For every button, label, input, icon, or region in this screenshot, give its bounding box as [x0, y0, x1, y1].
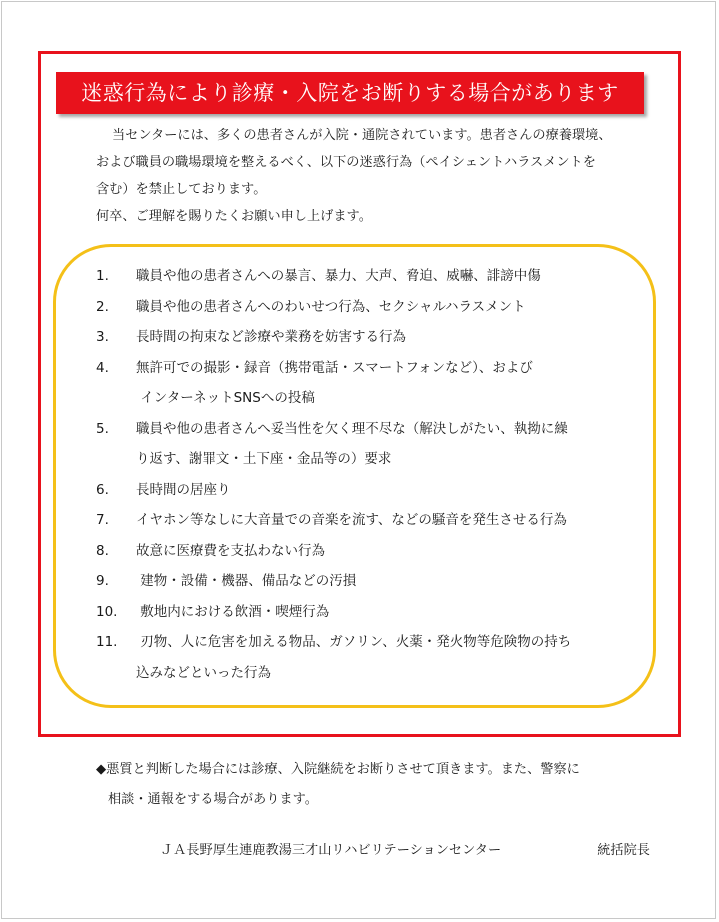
rule-item — [96, 505, 656, 536]
organization-name: ＪＡ長野厚生連鹿教湯三才山リハビリテーションセンター — [160, 843, 502, 858]
rule-number: 11. — [96, 634, 118, 650]
rule-text-line: 職員や他の患者さんへのわいせつ行為、セクシャルハラスメント — [136, 298, 526, 315]
rule-item — [96, 627, 656, 688]
rule-text-line: 刃物、人に危害を加える物品、ガソリン、火薬・発火物等危険物の持ち — [136, 634, 572, 650]
rule-number: 7. — [96, 512, 109, 528]
rule-number: 9. — [96, 573, 109, 589]
rule-text-line: 無許可での撮影・録音（携帯電話・スマートフォンなど）、および — [136, 359, 533, 376]
intro-line: 当センターには、多くの患者さんが入院・通院されています。患者さんの療養環境、 — [112, 128, 612, 143]
rule-number: 2. — [96, 298, 109, 315]
rule-number: 3. — [96, 329, 109, 345]
rule-text-line: 職員や他の患者さんへの暴言、暴力、大声、脅迫、威嚇、誹謗中傷 — [136, 268, 541, 284]
rule-item — [96, 536, 656, 567]
rule-text-line: 敷地内における飲酒・喫煙行為 — [136, 603, 330, 620]
intro-line: 含む）を禁止しております。 — [96, 182, 267, 197]
rule-text — [136, 414, 568, 475]
rule-text — [136, 505, 567, 536]
rule-number: 8. — [96, 542, 109, 559]
rule-text-line: 長時間の居座り — [136, 481, 231, 498]
rule-text-line: 建物・設備・機器、備品などの汚損 — [136, 573, 357, 589]
rule-item — [96, 597, 656, 628]
rule-text-line: インターネットSNSへの投稿 — [136, 390, 315, 406]
rule-text — [136, 353, 533, 414]
rule-text — [136, 566, 356, 597]
rule-text — [136, 322, 406, 353]
footer-line: 相談・通報をする場合があります。 — [108, 792, 318, 807]
intro-text — [96, 122, 656, 230]
rule-text — [136, 627, 571, 688]
rule-number: 5. — [96, 420, 109, 437]
signatory-role: 統括院長 — [597, 843, 650, 858]
rule-number: 4. — [96, 359, 109, 376]
rule-number: 10. — [96, 603, 118, 620]
rule-item — [96, 475, 656, 506]
rule-text-line: 故意に医療費を支払わない行為 — [136, 542, 325, 559]
rule-text-line: 職員や他の患者さんへ妥当性を欠く理不尽な（解決しがたい、執拗に繰 — [136, 420, 568, 437]
rule-number: 1. — [96, 268, 109, 284]
rule-text — [136, 475, 231, 506]
rule-text-line: り返す、謝罪文・土下座・金品等の）要求 — [136, 451, 392, 467]
footer-line: ◆悪質と判断した場合には診療、入院継続をお断りさせて頂きます。また、警察に — [96, 762, 580, 777]
rule-item — [96, 322, 656, 353]
rule-text — [136, 597, 329, 628]
intro-line: 何卒、ご理解を賜りたくお願い申し上げます。 — [96, 209, 372, 224]
rule-text-line: イヤホン等なしに大音量での音楽を流す、などの騒音を発生させる行為 — [136, 512, 567, 528]
rule-item — [96, 566, 656, 597]
rule-text — [136, 261, 541, 292]
rule-item — [96, 353, 656, 414]
intro-line: および職員の職場環境を整えるべく、以下の迷惑行為（ペイシェントハラスメントを — [96, 155, 596, 170]
notice-title: 迷惑行為により診療・入院をお断りする場合があります — [56, 72, 644, 114]
rule-text-line: 長時間の拘束など診療や業務を妨害する行為 — [136, 329, 406, 345]
rule-item — [96, 414, 656, 475]
rule-item — [96, 292, 656, 323]
rule-text-line: 込みなどといった行為 — [136, 664, 271, 681]
rule-item — [96, 261, 656, 292]
prohibited-acts-list — [96, 261, 656, 688]
rule-number: 6. — [96, 481, 109, 498]
rule-text — [136, 536, 325, 567]
footer-note — [96, 755, 656, 815]
rule-text — [136, 292, 526, 323]
signature — [160, 839, 650, 858]
